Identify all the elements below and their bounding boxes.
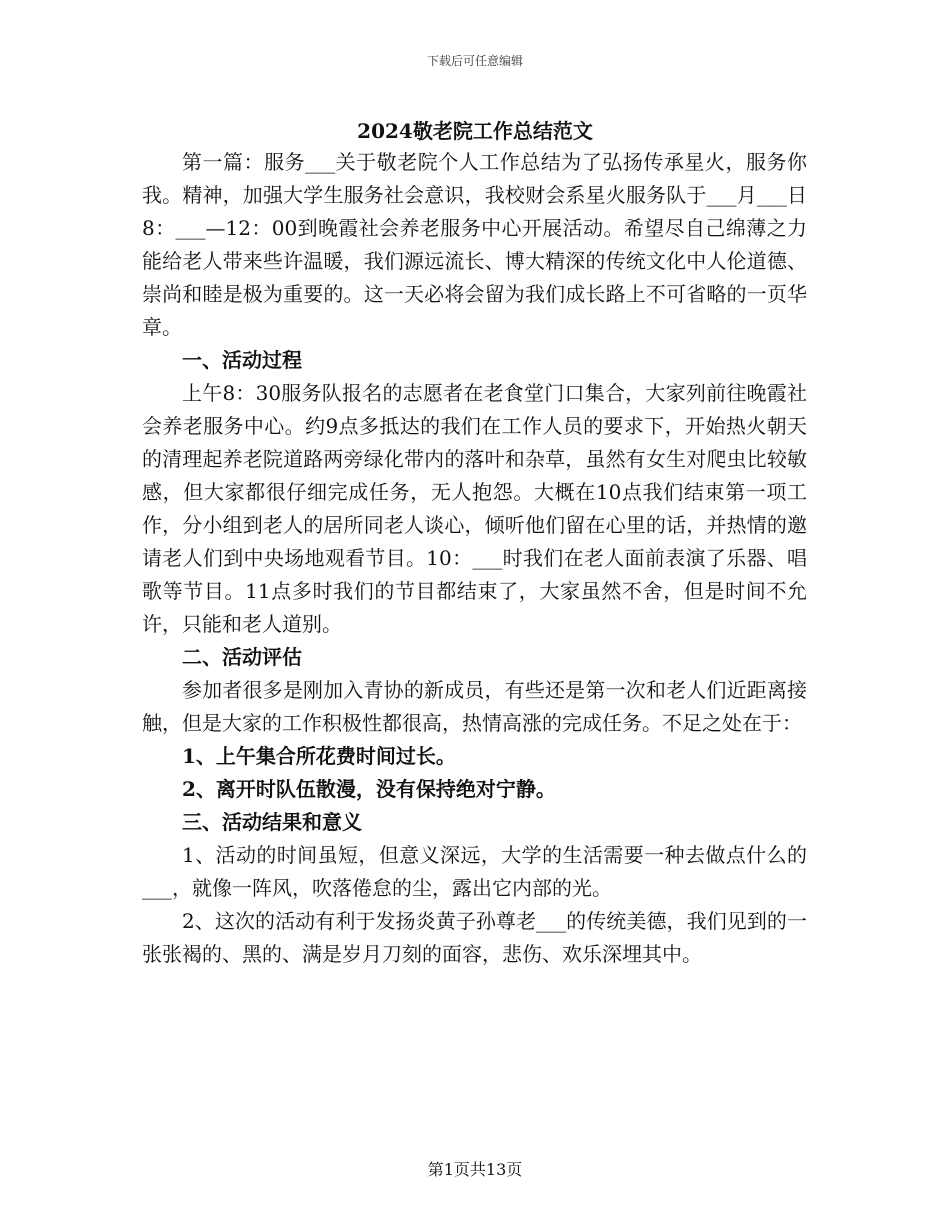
paragraph-intro: 第一篇：服务___关于敬老院个人工作总结为了弘扬传承星火，服务你我。精神，加强大学生服务社会意识，我校财会系星火服务队于___月___日8：___—12：00到晚霞社会养老服务中心开展活动。希望尽自己绵薄之力能给老人带来些许温暖，我们源远流长、博大精深的传统文化中人伦道德、崇尚和睦是极为重要的。这一天必将会留为我们成长路上不可省略的一页华章。	[142, 150, 807, 339]
paragraph-result-2: 2、这次的活动有利于发扬炎黄子孙尊老___的传统美德，我们见到的一张张褐的、黑的、满是岁月刀刻的面容，悲伤、欢乐深埋其中。	[142, 909, 807, 966]
document-title: 2024敬老院工作总结范文	[357, 119, 593, 143]
section-heading-process: 一、活动过程	[182, 348, 302, 372]
paragraph-evaluation: 参加者很多是刚加入青协的新成员，有些还是第一次和老人们近距离接触，但是大家的工作积极性都很高，热情高涨的完成任务。不足之处在于：	[142, 678, 807, 735]
paragraph-process: 上午8：30服务队报名的志愿者在老食堂门口集合，大家列前往晚霞社会养老服务中心。约9点多抵达的我们在工作人员的要求下，开始热火朝天的清理起养老院道路两旁绿化带内的落叶和杂草，虽然有女生对爬虫比较敏感，但大家都很仔细完成任务，无人抱怨。大概在10点我们结束第一项工作，分小组到老人的居所同老人谈心，倾听他们留在心里的话，并热情的邀请老人们到中央场地观看节目。10：___时我们在老人面前表演了乐器、唱歌等节目。11点多时我们的节目都结束了，大家虽然不舍，但是时间不允许，只能和老人道别。	[142, 381, 807, 636]
page-header: 下载后可任意编辑	[426, 54, 523, 68]
list-item-shortcoming-2: 2、离开时队伍散漫，没有保持绝对宁静。	[182, 777, 556, 801]
document-body	[142, 146, 807, 971]
list-item-shortcoming-1: 1、上午集合所花费时间过长。	[182, 744, 456, 768]
section-heading-evaluation: 二、活动评估	[182, 645, 302, 669]
section-heading-results: 三、活动结果和意义	[182, 810, 362, 834]
paragraph-result-1: 1、活动的时间虽短，但意义深远，大学的生活需要一种去做点什么的___，就像一阵风，吹落倦怠的尘，露出它内部的光。	[142, 843, 807, 900]
page-footer: 第1页共13页	[427, 1160, 523, 1179]
